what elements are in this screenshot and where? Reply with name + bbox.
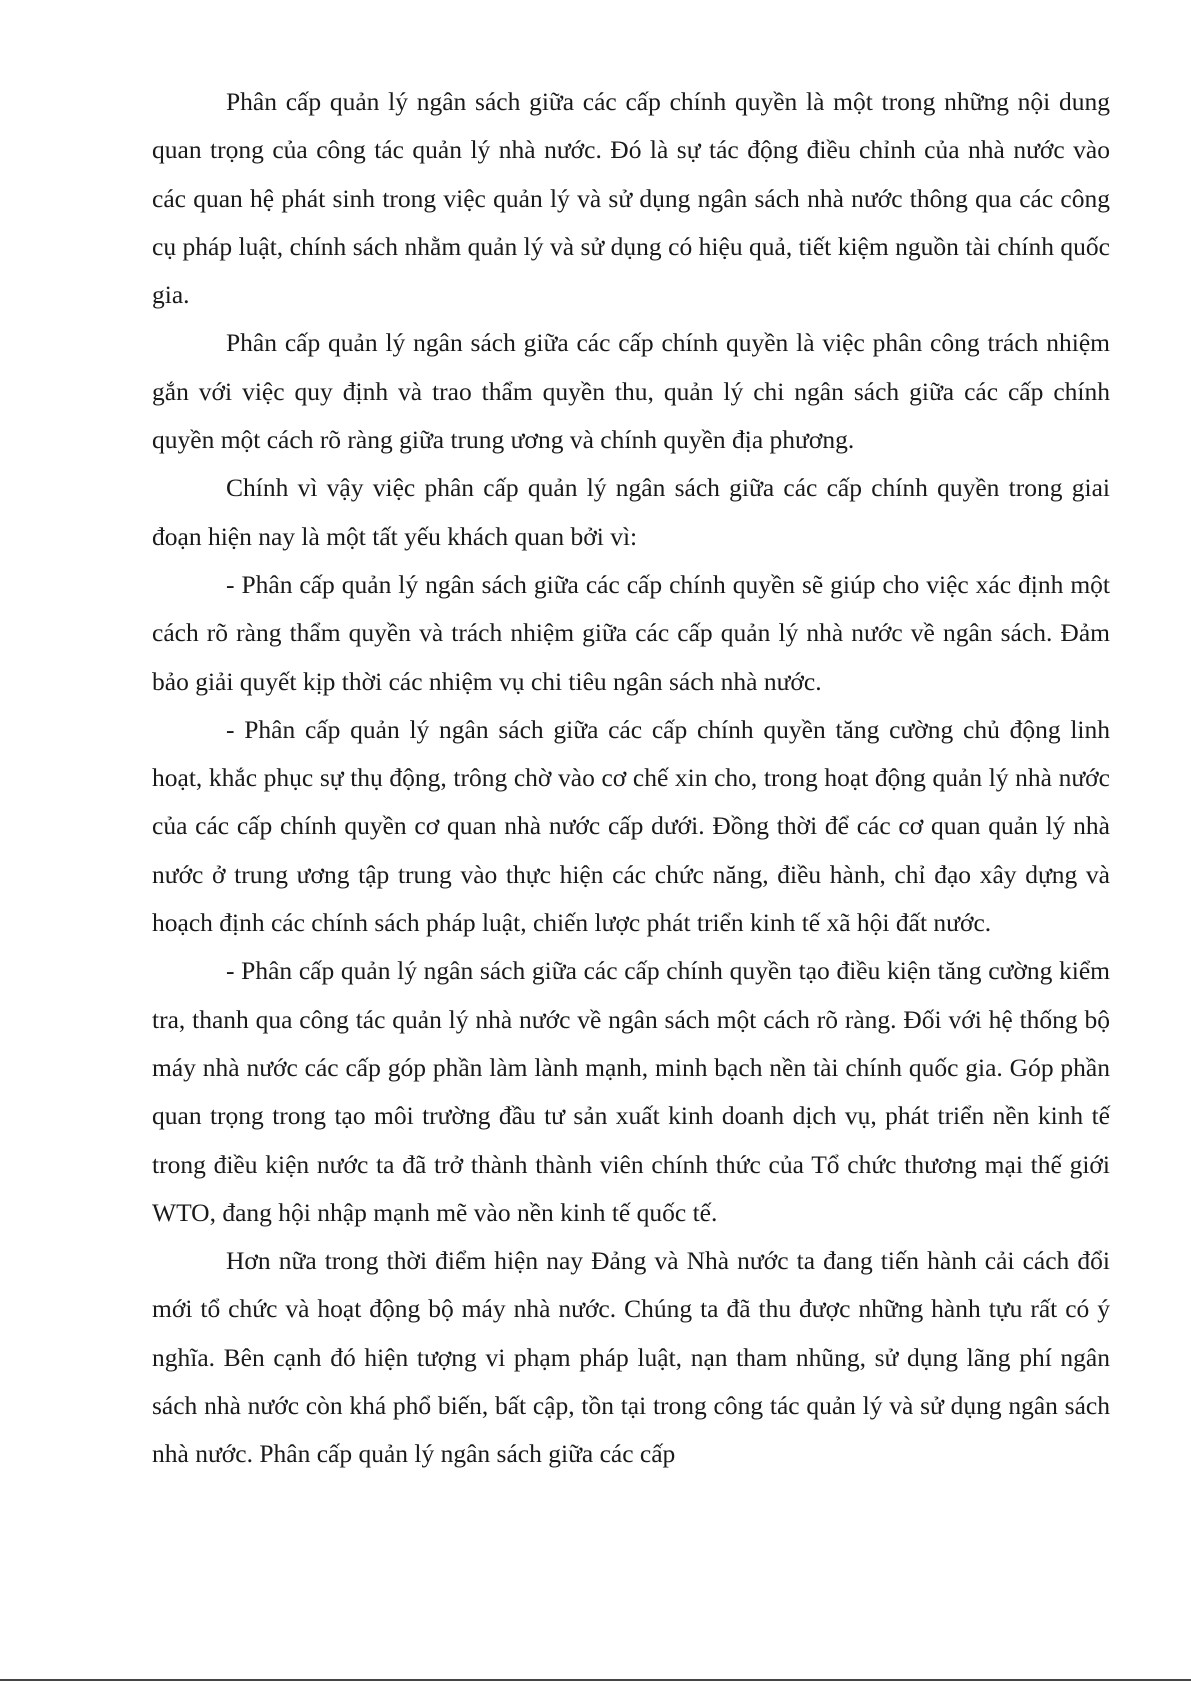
paragraph-reason-inspection: - Phân cấp quản lý ngân sách giữa các cấp chính quyền tạo điều kiện tăng cường kiểm tra, thanh qua công tác quản lý nhà nước về ngân sách một cách rõ ràng. Đối với hệ thống bộ máy nhà nước các cấp góp phần làm lành mạnh, minh bạch nền tài chính quốc gia. Góp phần quan trọng trong tạo môi trường đầu tư sản xuất kinh doanh dịch vụ, phát triển nền kinh tế trong điều kiện nước ta đã trở thành thành viên chính thức của Tổ chức thương mại thế giới WTO, đang hội nhập mạnh mẽ vào nền kinh tế quốc tế. xyxy=(152,956,1110,1227)
document-body xyxy=(152,78,1110,1479)
paragraph-reason-authority: - Phân cấp quản lý ngân sách giữa các cấp chính quyền sẽ giúp cho việc xác định một cách rõ ràng thẩm quyền và trách nhiệm giữa các cấp quản lý nhà nước về ngân sách. Đảm bảo giải quyết kịp thời các nhiệm vụ chi tiêu ngân sách nhà nước. xyxy=(152,569,1110,696)
paragraph-reform-context: Hơn nữa trong thời điểm hiện nay Đảng và Nhà nước ta đang tiến hành cải cách đổi mới tổ chức và hoạt động bộ máy nhà nước. Chúng ta đã thu được những hành tựu rất có ý nghĩa. Bên cạnh đó hiện tượng vi phạm pháp luật, nạn tham nhũng, sử dụng lãng phí ngân sách nhà nước còn khá phổ biến, bất cập, tồn tại trong công tác quản lý và sử dụng ngân sách nhà nước. Phân cấp quản lý ngân sách giữa các cấp xyxy=(152,1246,1110,1469)
paragraph-intro-definition: Phân cấp quản lý ngân sách giữa các cấp chính quyền là một trong những nội dung quan trọng của công tác quản lý nhà nước. Đó là sự tác động điều chỉnh của nhà nước vào các quan hệ phát sinh trong việc quản lý và sử dụng ngân sách nhà nước thông qua các công cụ pháp luật, chính sách nhằm quản lý và sử dụng có hiệu quả, tiết kiệm nguồn tài chính quốc gia. xyxy=(152,87,1110,310)
paragraph-necessity-intro: Chính vì vậy việc phân cấp quản lý ngân sách giữa các cấp chính quyền trong giai đoạn hiện nay là một tất yếu khách quan bởi vì: xyxy=(152,473,1110,551)
page-bottom-divider xyxy=(0,1679,1191,1681)
paragraph-reason-initiative: - Phân cấp quản lý ngân sách giữa các cấp chính quyền tăng cường chủ động linh hoạt, khắc phục sự thụ động, trông chờ vào cơ chế xin cho, trong hoạt động quản lý nhà nước của các cấp chính quyền cơ quan nhà nước cấp dưới. Đồng thời để các cơ quan quản lý nhà nước ở trung ương tập trung vào thực hiện các chức năng, điều hành, chỉ đạo xây dựng và hoạch định các chính sách pháp luật, chiến lược phát triển kinh tế xã hội đất nước. xyxy=(152,714,1110,938)
paragraph-decentralization-definition: Phân cấp quản lý ngân sách giữa các cấp chính quyền là việc phân công trách nhiệm gắn với việc quy định và trao thẩm quyền thu, quản lý chi ngân sách giữa các cấp chính quyền một cách rõ ràng giữa trung ương và chính quyền địa phương. xyxy=(152,328,1110,455)
